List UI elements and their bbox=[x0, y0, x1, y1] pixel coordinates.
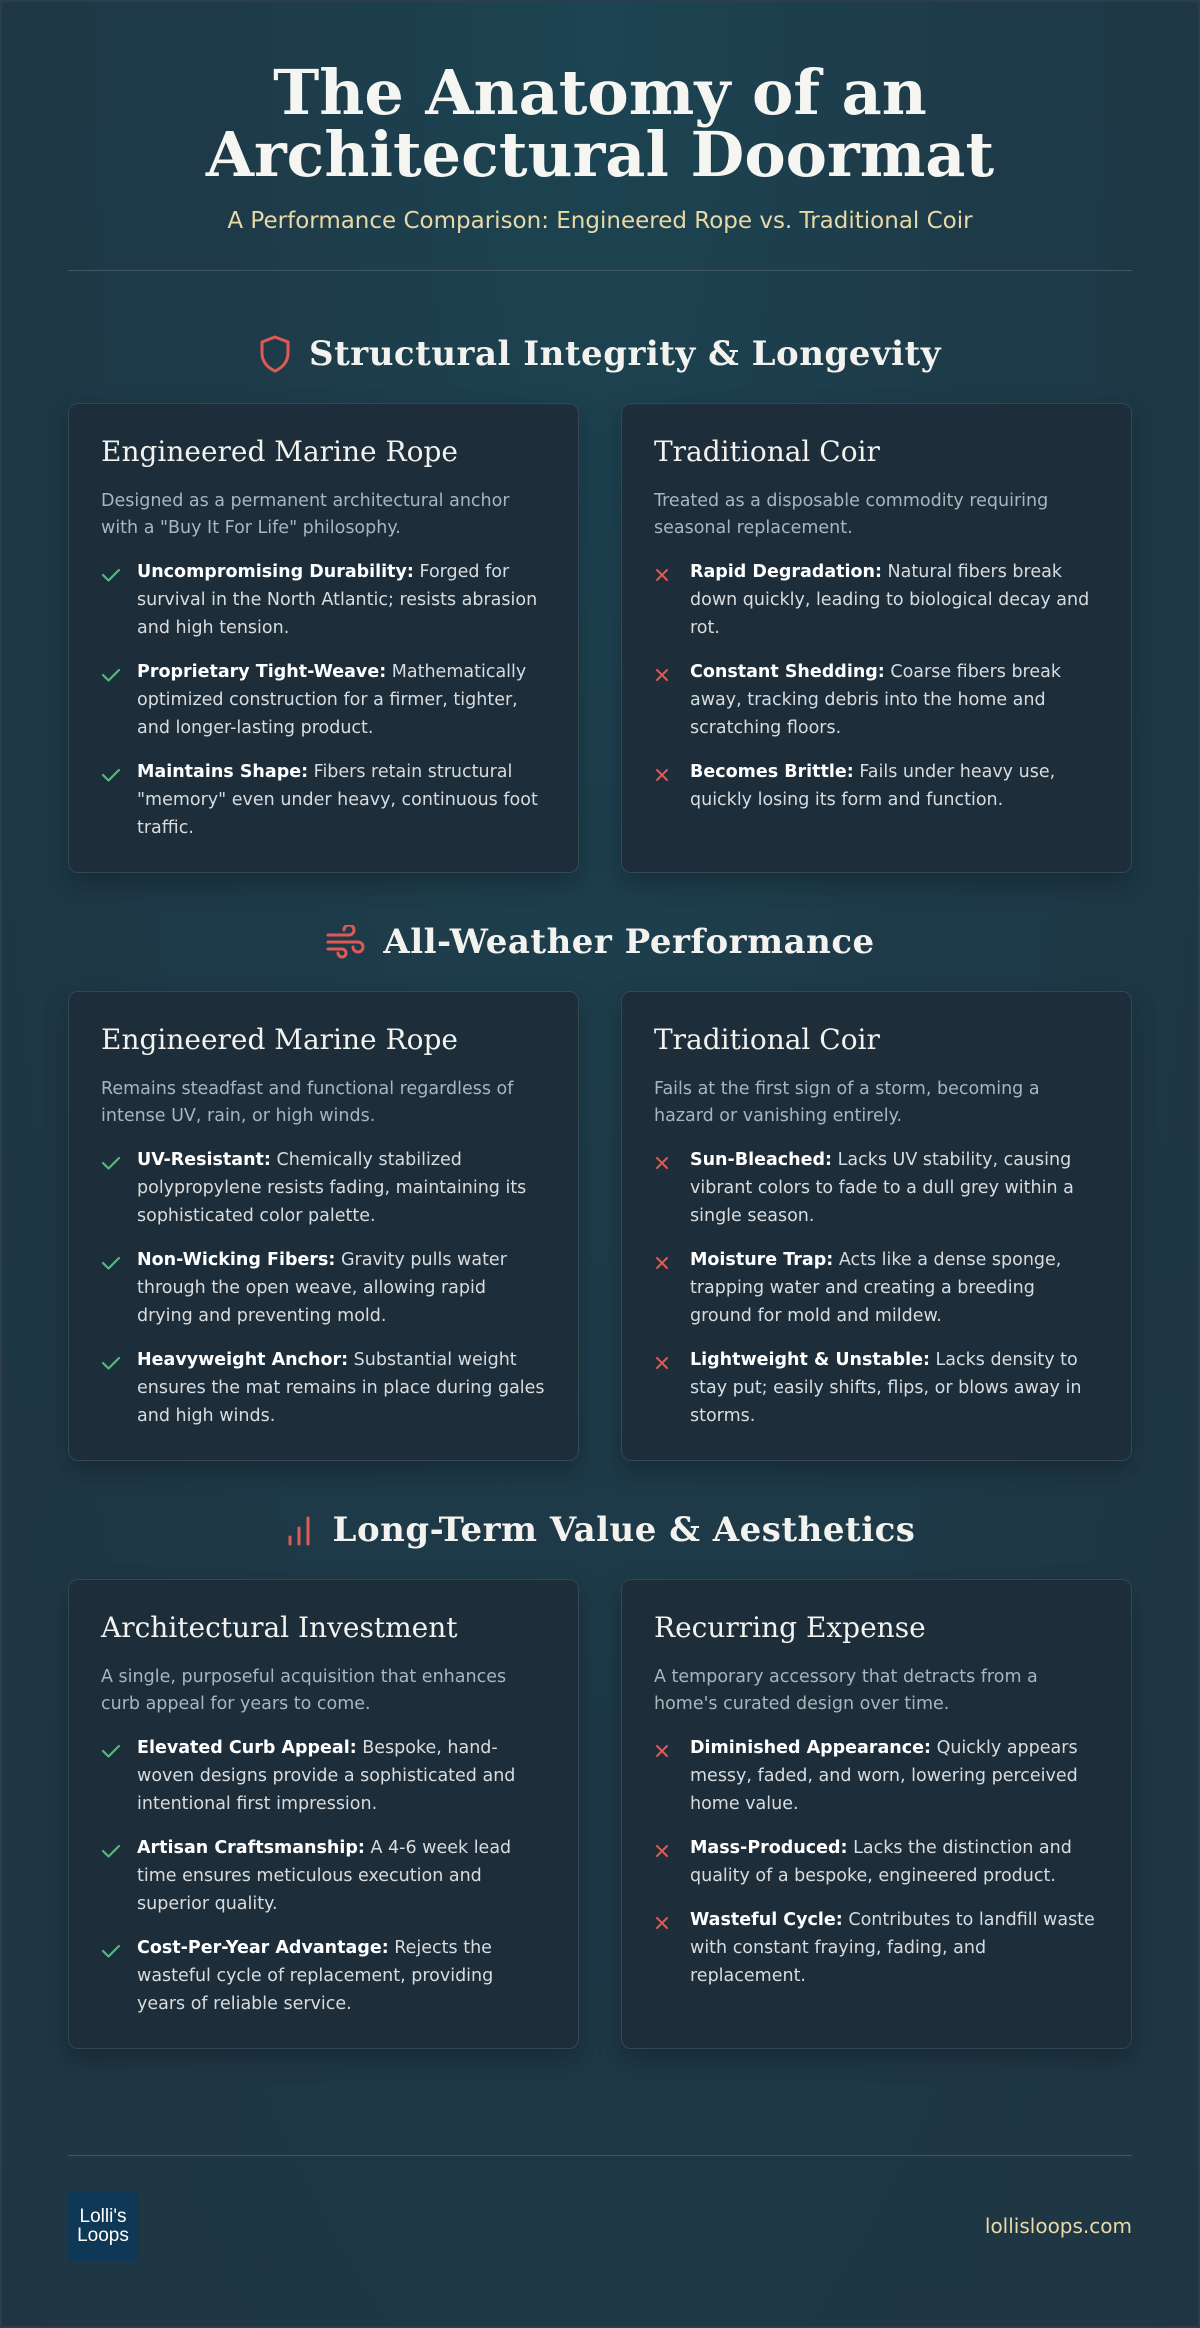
item-text: Contributes to landfill waste with constant fraying, fading, and replacement. bbox=[690, 1910, 1095, 1986]
item-label: Becomes Brittle: bbox=[690, 762, 854, 782]
card-description: A temporary accessory that detracts from a home's curated design over time. bbox=[654, 1667, 1038, 1714]
item-text: Forged for survival in the North Atlantic; resists abrasion and high tension. bbox=[137, 562, 538, 638]
card-description: Designed as a permanent architectural anchor with a "Buy It For Life" philosophy. bbox=[101, 491, 510, 538]
item-label: Lightweight & Unstable: bbox=[690, 1350, 930, 1370]
item-text: Lacks UV stability, causing vibrant colors to fade to a dull grey within a single season. bbox=[690, 1150, 1074, 1226]
item-label: Mass-Produced: bbox=[690, 1838, 848, 1858]
item-text: Acts like a dense sponge, trapping water and creating a breeding ground for mold and mildew. bbox=[690, 1250, 1062, 1326]
card-title: Traditional Coir bbox=[654, 435, 880, 468]
item-label: Cost-Per-Year Advantage: bbox=[137, 1938, 389, 1958]
brand-logo[interactable] bbox=[68, 2191, 138, 2261]
item-text: Coarse fibers break away, tracking debris into the home and scratching floors. bbox=[690, 662, 1061, 738]
card-title: Engineered Marine Rope bbox=[101, 435, 458, 468]
website-link[interactable]: lollisloops.com bbox=[984, 2214, 1132, 2238]
item-label: Diminished Appearance: bbox=[690, 1738, 931, 1758]
card-title: Recurring Expense bbox=[654, 1611, 926, 1644]
section-title: Structural Integrity & Longevity bbox=[309, 334, 941, 374]
item-label: Sun-Bleached: bbox=[690, 1150, 833, 1170]
item-text: Substantial weight ensures the mat remains in place during gales and high winds. bbox=[137, 1350, 545, 1426]
item-text: Fibers retain structural "memory" even under heavy, continuous foot traffic. bbox=[137, 762, 538, 838]
item-label: Artisan Craftsmanship: bbox=[137, 1838, 365, 1858]
item-label: Maintains Shape: bbox=[137, 762, 309, 782]
section-title: All-Weather Performance bbox=[383, 922, 875, 962]
item-label: Rapid Degradation: bbox=[690, 562, 882, 582]
item-text: Fails under heavy use, quickly losing its form and function. bbox=[690, 762, 1056, 810]
item-label: UV-Resistant: bbox=[137, 1150, 271, 1170]
item-text: Lacks density to stay put; easily shifts, flips, or blows away in storms. bbox=[690, 1350, 1082, 1426]
item-text: Quickly appears messy, faded, and worn, lowering perceived home value. bbox=[690, 1738, 1078, 1814]
item-label: Uncompromising Durability: bbox=[137, 562, 414, 582]
card-description: Fails at the first sign of a storm, becoming a hazard or vanishing entirely. bbox=[654, 1079, 1040, 1126]
item-text: Mathematically optimized construction for a firmer, tighter, and longer-lasting product. bbox=[137, 662, 527, 738]
item-label: Moisture Trap: bbox=[690, 1250, 834, 1270]
item-label: Wasteful Cycle: bbox=[690, 1910, 843, 1930]
page-footer bbox=[68, 2155, 1132, 2246]
logo-line-1: Lolli's bbox=[79, 2206, 127, 2227]
logo-line-2: Loops bbox=[77, 2225, 129, 2246]
item-text: Bespoke, hand-woven designs provide a sophisticated and intentional first impression. bbox=[137, 1738, 516, 1814]
page-title: The Anatomy of an Architectural Doormat bbox=[205, 56, 995, 191]
card-description: A single, purposeful acquisition that enhances curb appeal for years to come. bbox=[101, 1667, 507, 1714]
item-label: Non-Wicking Fibers: bbox=[137, 1250, 336, 1270]
item-text: Natural fibers break down quickly, leading to biological decay and rot. bbox=[690, 562, 1090, 638]
item-label: Proprietary Tight-Weave: bbox=[137, 662, 387, 682]
section-title: Long-Term Value & Aesthetics bbox=[332, 1510, 916, 1550]
page-subtitle: A Performance Comparison: Engineered Rope vs. Traditional Coir bbox=[227, 208, 973, 234]
item-text: Rejects the wasteful cycle of replacement, providing years of reliable service. bbox=[137, 1938, 494, 2014]
card-title: Engineered Marine Rope bbox=[101, 1023, 458, 1056]
card-description: Treated as a disposable commodity requiring seasonal replacement. bbox=[654, 491, 1049, 538]
item-label: Elevated Curb Appeal: bbox=[137, 1738, 357, 1758]
card-description: Remains steadfast and functional regardless of intense UV, rain, or high winds. bbox=[101, 1079, 514, 1126]
item-text: Gravity pulls water through the open weave, allowing rapid drying and preventing mold. bbox=[137, 1250, 507, 1326]
card-title: Architectural Investment bbox=[101, 1611, 458, 1644]
item-text: A 4-6 week lead time ensures meticulous execution and superior quality. bbox=[137, 1838, 512, 1914]
item-text: Lacks the distinction and quality of a bespoke, engineered product. bbox=[690, 1838, 1072, 1886]
item-label: Heavyweight Anchor: bbox=[137, 1350, 349, 1370]
item-label: Constant Shedding: bbox=[690, 662, 885, 682]
card-title: Traditional Coir bbox=[654, 1023, 880, 1056]
item-text: Chemically stabilized polypropylene resists fading, maintaining its sophisticated color palette. bbox=[137, 1150, 527, 1226]
